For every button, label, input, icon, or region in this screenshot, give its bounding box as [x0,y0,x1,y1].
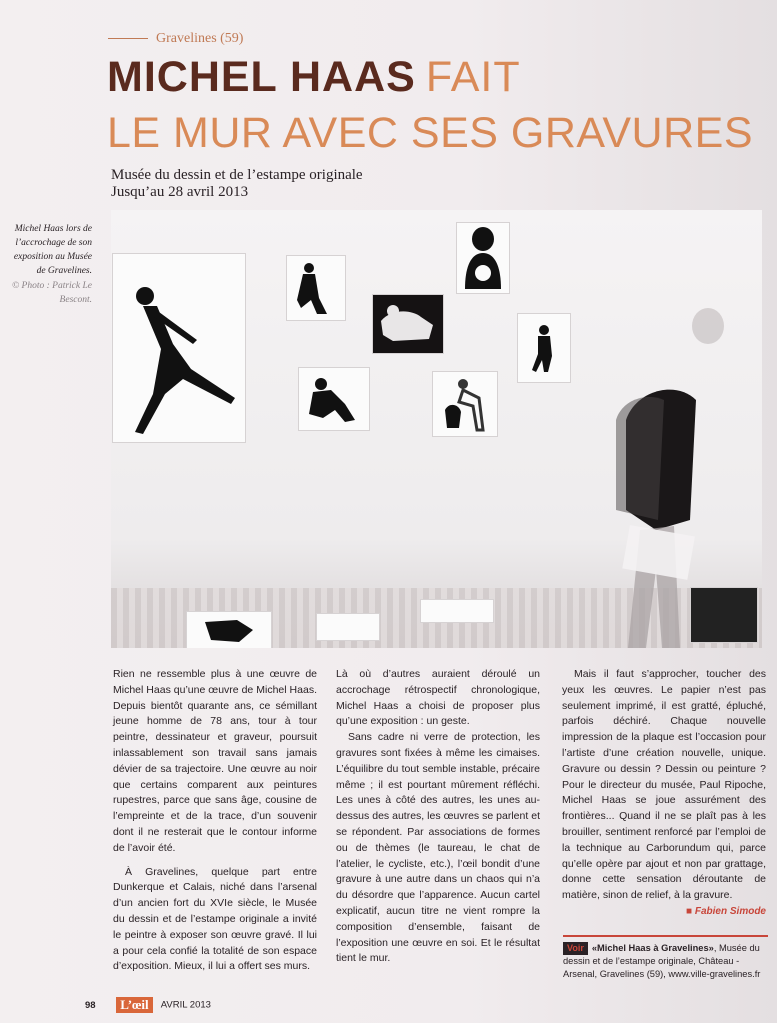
voir-details: , Musée du dessin et de l’estampe originale, Château - Arsenal, Gravelines (59), www.ville-gravelines.fr [563,943,761,979]
bending-figure-icon [433,372,497,436]
walking-figure-icon [113,254,245,442]
kicker-text: Gravelines (59) [156,31,244,46]
floor-figure-icon [187,612,271,648]
mask-figure-icon [457,223,509,293]
subtitle [111,167,363,201]
print-large-figure [113,254,245,442]
article-column-1 [113,667,317,975]
print-mask-figure [457,223,509,293]
paragraph: Mais il faut s’approcher, toucher des yeux les œuvres. Le papier n’est pas seulement imprimé, il est gratté, épluché, parfois déchiré. Chaque nouvelle impression de la plaque est l’occasion pour l’artiste d’une création nouvelle, unique. Gravure ou dessin ? Dessin ou peinture ? Pour le directeur du musée, Paul Ripoche, Michel Haas se joue assurément des frontières... Quand il ne se plaît pas à les brouiller, sentiment renforcé par l’emploi de la technique au Carborundum qui, parce qu’elle opère par ajout et non par grattage, donne cette sensation déroutante de matière, sinon de relief, à la gravure. [562,668,766,902]
section-kicker [108,31,243,47]
kicker-rule [108,38,148,39]
print-standing-figure [518,314,570,382]
page-number: 98 [85,999,96,1011]
paragraph: Rien ne ressemble plus à une œuvre de Michel Haas qu’une œuvre de Michel Haas. Depuis bientôt quarante ans, ce sémillant jeune homme de 78 ans, tour à tour peintre, dessinateur et graveur, poursuit inlassablement son travail sans jamais dévier de sa trajectoire. Une œuvre au noir que certains comparent aux peintures rupestres, parce que sans âge, cousine de l’empreinte et de la trace, d’un souvenir dont il ne resterait que le contour informe de l’avoir été. [113,668,317,854]
photo-caption [8,222,92,307]
page-footer [85,997,211,1013]
print-dark-composition [373,295,443,353]
print-crouching-figure [299,368,369,430]
voir-box [563,935,768,981]
floor-print-1 [187,612,271,648]
photo-credit: © Photo : Patrick Le Bescont. [11,281,92,305]
artist-figure-icon [586,300,726,648]
floor-print-3 [421,600,493,622]
paragraph: À Gravelines, quelque part entre Dunkerque et Calais, niché dans l’arsenal d’un ancien fort du XVIe siècle, le Musée du dessin et de l’estampe originale a invité le peintre à exposer son œuvre gravé. Il lui a pour cela confié la totalité de son espace d’exposition. Mieux, il lui a offert ses murs. [113,865,317,973]
headline-light: FAIT [425,53,521,101]
subtitle-venue: Musée du dessin et de l’estampe originale [111,167,363,183]
paragraph: Sans cadre ni verre de protection, les gravures sont fixées à même les cimaises. L’équilibre du tout semble instable, précaire même ; il est pourtant mûrement réfléchi. Les unes à côté des autres, les unes au-dessus des autres, les œuvres se parlent et se répondent. Par associations de formes ou de thèmes (le taureau, le chat de l’atelier, le cycliste, etc.), l’œil bondit d’une gravure à une autre dans un chaos qui n’a du désordre que l’apparence. Aucun cartel explicatif, aucun titre ne vient rompre la composition d’ensemble, faisant de l’exposition une œuvre en soi. Et le résultat tient le mur. [336,731,540,965]
headline-line-1 [107,54,521,100]
subtitle-dates: Jusqu’au 28 avril 2013 [111,184,249,200]
article-column-2 [336,667,540,967]
headline-bold: MICHEL HAAS [107,53,416,101]
print-bending-figure [433,372,497,436]
reclining-figures-icon [373,295,443,353]
author-signature: ■ Fabien Simode [686,905,766,917]
headline-line-2: LE MUR AVEC SES GRAVURES [107,109,754,157]
paragraph: Là où d’autres auraient déroulé un accrochage rétrospectif chronologique, Michel Haas a choisi de proposer plus qu’une exposition : un geste. [336,668,540,728]
caption-text: Michel Haas lors de l’accrochage de son exposition au Musée de Gravelines. [13,224,92,276]
article-column-3 [562,667,766,920]
magazine-logo: L’œil [116,997,152,1013]
seated-figure-icon [287,256,345,320]
floor-print-2 [317,614,379,640]
exhibition-photo [111,210,762,648]
standing-figure-icon [518,314,570,382]
issue-date: AVRIL 2013 [160,999,211,1011]
voir-title: «Michel Haas à Gravelines» [591,943,714,953]
crouching-figure-icon [299,368,369,430]
print-small-figure-1 [287,256,345,320]
voir-badge: Voir [563,942,588,955]
